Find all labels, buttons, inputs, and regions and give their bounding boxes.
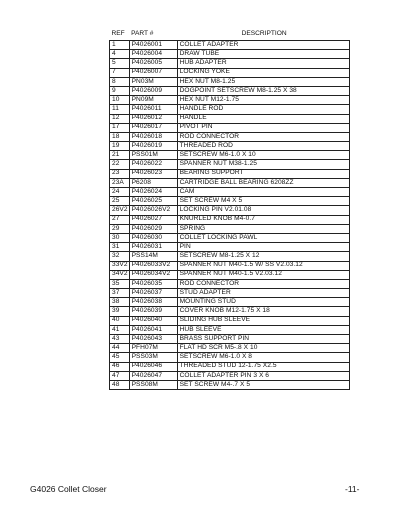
table-row xyxy=(110,114,350,123)
ref-cell: 30 xyxy=(110,233,130,242)
part-number-cell: P4026039 xyxy=(129,307,177,316)
description-cell: COVER KNOB M12-1.75 X 18 xyxy=(177,307,349,316)
table-row xyxy=(110,132,350,141)
table-row xyxy=(110,307,350,316)
ref-cell: 7 xyxy=(110,68,130,77)
ref-cell: 4 xyxy=(110,50,130,59)
description-cell: CAM xyxy=(177,188,349,197)
part-number-cell: P4026001 xyxy=(129,41,177,50)
description-cell: SET SCREW M4-.7 X 5 xyxy=(177,380,349,389)
header-ref: REF xyxy=(111,30,125,38)
ref-cell: 35 xyxy=(110,279,130,288)
description-cell: PIN xyxy=(177,243,349,252)
ref-cell: 47 xyxy=(110,371,130,380)
part-number-cell: P4026012 xyxy=(129,114,177,123)
description-cell: THREADED STUD 12-1.75 X2.5 xyxy=(177,362,349,371)
description-cell: SPANNER NUT M40-1.5 V2.03.12 xyxy=(177,270,349,279)
description-cell: SPRING xyxy=(177,224,349,233)
ref-cell: 10 xyxy=(110,96,130,105)
description-cell: ROD CONNECTOR xyxy=(177,132,349,141)
table-row xyxy=(110,50,350,59)
table-row xyxy=(110,335,350,344)
part-number-cell: PN03M xyxy=(129,77,177,86)
part-number-cell: P4026019 xyxy=(129,142,177,151)
table-row xyxy=(110,178,350,187)
part-number-cell: PSS03M xyxy=(129,353,177,362)
description-cell: COLLET ADAPTER PIN 3 X 6 xyxy=(177,371,349,380)
ref-cell: 41 xyxy=(110,325,130,334)
table-row xyxy=(110,353,350,362)
description-cell: THREADED ROD xyxy=(177,142,349,151)
ref-cell: 25 xyxy=(110,197,130,206)
description-cell: SLIDING HUB SLEEVE xyxy=(177,316,349,325)
description-cell: HEX NUT M12-1.75 xyxy=(177,96,349,105)
ref-cell: 39 xyxy=(110,307,130,316)
description-cell: SETSCREW M6-1.0 X 8 xyxy=(177,353,349,362)
description-cell: COLLET ADAPTER xyxy=(177,41,349,50)
part-number-cell: P4026009 xyxy=(129,86,177,95)
part-number-cell: P4026005 xyxy=(129,59,177,68)
parts-table xyxy=(109,30,350,390)
description-cell: SETSCREW M6-1.0 X 10 xyxy=(177,151,349,160)
ref-cell: 31 xyxy=(110,243,130,252)
table-row xyxy=(110,206,350,215)
table-row xyxy=(110,371,350,380)
table-row xyxy=(110,362,350,371)
part-number-cell: PSS01M xyxy=(129,151,177,160)
description-cell: BRASS SUPPORT PIN xyxy=(177,335,349,344)
ref-cell: 32 xyxy=(110,252,130,261)
part-number-cell: P4026043 xyxy=(129,335,177,344)
ref-cell: 12 xyxy=(110,114,130,123)
table-row xyxy=(110,96,350,105)
table-row xyxy=(110,197,350,206)
part-number-cell: P6208 xyxy=(129,178,177,187)
part-number-cell: P4026026V2 xyxy=(129,206,177,215)
description-cell: SET SCREW M4 X 5 xyxy=(177,197,349,206)
ref-cell: 33V2 xyxy=(110,261,130,270)
table-row xyxy=(110,142,350,151)
description-cell: LOCKING YOKE xyxy=(177,68,349,77)
description-cell: KNURLED KNOB M4-0.7 xyxy=(177,215,349,224)
ref-cell: 34V2 xyxy=(110,270,130,279)
part-number-cell: P4026040 xyxy=(129,316,177,325)
ref-cell: 27 xyxy=(110,215,130,224)
part-number-cell: P4026007 xyxy=(129,68,177,77)
part-number-cell: P4026027 xyxy=(129,215,177,224)
description-cell: COLLET LOCKING PAWL xyxy=(177,233,349,242)
footer-manual-title: G4026 Collet Closer xyxy=(30,484,107,494)
ref-cell: 22 xyxy=(110,160,130,169)
part-number-cell: P4026038 xyxy=(129,298,177,307)
footer-page-number: -11- xyxy=(345,484,360,494)
table-row xyxy=(110,151,350,160)
table-row xyxy=(110,261,350,270)
ref-cell: 8 xyxy=(110,77,130,86)
part-number-cell: P4026030 xyxy=(129,233,177,242)
table-row xyxy=(110,77,350,86)
ref-cell: 43 xyxy=(110,335,130,344)
description-cell: CARTRIDGE BALL BEARING 6208ZZ xyxy=(177,178,349,187)
part-number-cell: PSS08M xyxy=(129,380,177,389)
table-row xyxy=(110,215,350,224)
description-cell: BEARING SUPPORT xyxy=(177,169,349,178)
table-row xyxy=(110,59,350,68)
ref-cell: 17 xyxy=(110,123,130,132)
description-cell: HANDLE ROD xyxy=(177,105,349,114)
table-row xyxy=(110,169,350,178)
table-row xyxy=(110,188,350,197)
part-number-cell: P4026011 xyxy=(129,105,177,114)
description-cell: SPANNER NUT M38-1.25 xyxy=(177,160,349,169)
description-cell: HUB SLEEVE xyxy=(177,325,349,334)
part-number-cell: PN09M xyxy=(129,96,177,105)
description-cell: PIVOT PIN xyxy=(177,123,349,132)
table-row xyxy=(110,279,350,288)
part-number-cell: P4026046 xyxy=(129,362,177,371)
table-row xyxy=(110,380,350,389)
description-cell: FLAT HD SCR M5-.8 X 10 xyxy=(177,344,349,353)
description-cell: LOCKING PIN V2.01.08 xyxy=(177,206,349,215)
part-number-cell: P4026018 xyxy=(129,132,177,141)
ref-cell: 29 xyxy=(110,224,130,233)
part-number-cell: P4026035 xyxy=(129,279,177,288)
ref-cell: 48 xyxy=(110,380,130,389)
table-row xyxy=(110,68,350,77)
ref-cell: 38 xyxy=(110,298,130,307)
part-number-cell: PFH07M xyxy=(129,344,177,353)
ref-cell: 40 xyxy=(110,316,130,325)
description-cell: MOUNTING STUD xyxy=(177,298,349,307)
ref-cell: 18 xyxy=(110,132,130,141)
part-number-cell: P4026023 xyxy=(129,169,177,178)
part-number-cell: P4026024 xyxy=(129,188,177,197)
table-row xyxy=(110,41,350,50)
table-row xyxy=(110,270,350,279)
ref-cell: 1 xyxy=(110,41,130,50)
description-cell: DOGPOINT SETSCREW M8-1.25 X 38 xyxy=(177,86,349,95)
ref-cell: 44 xyxy=(110,344,130,353)
part-number-cell: P4026033V2 xyxy=(129,261,177,270)
ref-cell: 5 xyxy=(110,59,130,68)
table-row xyxy=(110,233,350,242)
table-row xyxy=(110,316,350,325)
description-cell: STUD ADAPTER xyxy=(177,289,349,298)
part-number-cell: P4026037 xyxy=(129,289,177,298)
ref-cell: 46 xyxy=(110,362,130,371)
ref-cell: 24 xyxy=(110,188,130,197)
table-row xyxy=(110,224,350,233)
ref-cell: 37 xyxy=(110,289,130,298)
ref-cell: 11 xyxy=(110,105,130,114)
ref-cell: 45 xyxy=(110,353,130,362)
table-row xyxy=(110,86,350,95)
table-row xyxy=(110,289,350,298)
description-cell: HUB ADAPTER xyxy=(177,59,349,68)
ref-cell: 23 xyxy=(110,169,130,178)
part-number-cell: P4026047 xyxy=(129,371,177,380)
header-part-number: PART # xyxy=(131,30,154,38)
part-number-cell: P4026031 xyxy=(129,243,177,252)
part-number-cell: P4026041 xyxy=(129,325,177,334)
ref-cell: 9 xyxy=(110,86,130,95)
description-cell: DRAW TUBE xyxy=(177,50,349,59)
table-row xyxy=(110,123,350,132)
table-header-row xyxy=(110,30,350,41)
parts-table-body xyxy=(110,41,350,390)
part-number-cell: P4026004 xyxy=(129,50,177,59)
table-row xyxy=(110,298,350,307)
ref-cell: 23A xyxy=(110,178,130,187)
description-cell: ROD CONNECTOR xyxy=(177,279,349,288)
table-row xyxy=(110,252,350,261)
part-number-cell: P4026034V2 xyxy=(129,270,177,279)
table-row xyxy=(110,344,350,353)
ref-cell: 21 xyxy=(110,151,130,160)
table-row xyxy=(110,160,350,169)
part-number-cell: P4026022 xyxy=(129,160,177,169)
table-row xyxy=(110,105,350,114)
table-row xyxy=(110,243,350,252)
description-cell: HANDLE xyxy=(177,114,349,123)
part-number-cell: P4026025 xyxy=(129,197,177,206)
description-cell: HEX NUT M8-1.25 xyxy=(177,77,349,86)
part-number-cell: P4026029 xyxy=(129,224,177,233)
part-number-cell: PSS14M xyxy=(129,252,177,261)
ref-cell: 19 xyxy=(110,142,130,151)
description-cell: SETSCREW M8-1.25 X 12 xyxy=(177,252,349,261)
ref-cell: 26V2 xyxy=(110,206,130,215)
part-number-cell: P4026017 xyxy=(129,123,177,132)
table-row xyxy=(110,325,350,334)
header-description: DESCRIPTION xyxy=(241,30,287,38)
description-cell: SPANNER NUT M40-1.5 W/ SS V2.03.12 xyxy=(177,261,349,270)
